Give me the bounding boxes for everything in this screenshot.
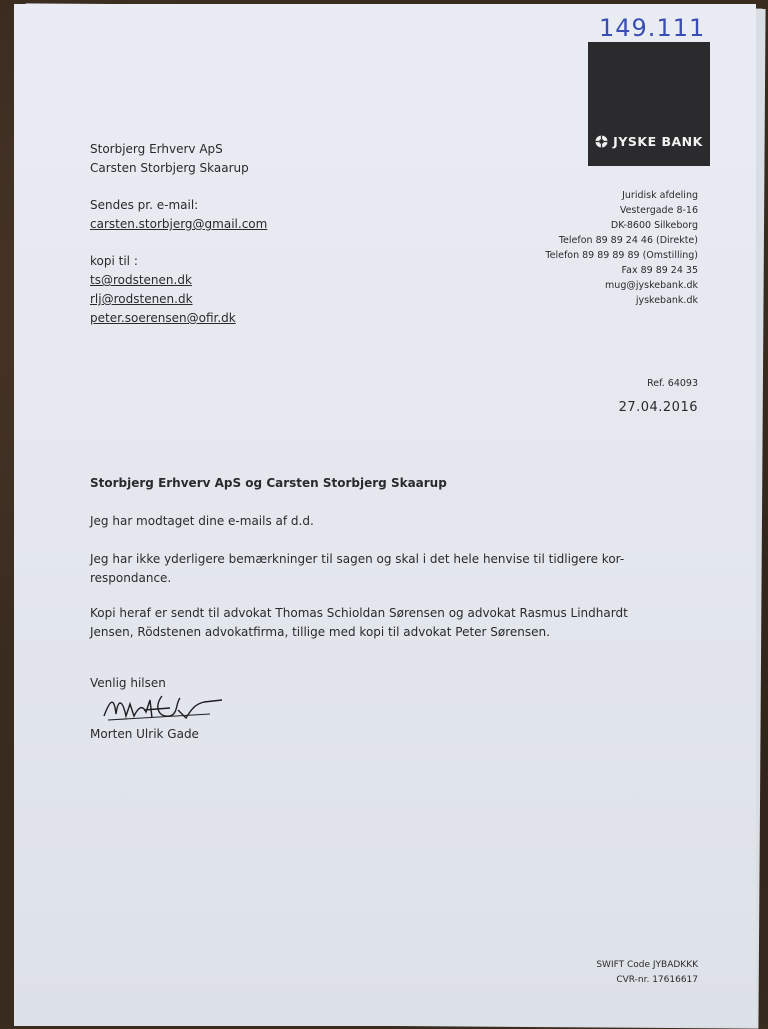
signer-name: Morten Ulrik Gade (90, 727, 199, 741)
swift-code: SWIFT Code JYBADKKK (596, 960, 698, 970)
contact-line: DK-8600 Silkeborg (610, 220, 698, 231)
sender-contact (478, 188, 698, 308)
bank-logo-icon (595, 135, 608, 151)
sent-by-label: Sendes pr. e-mail: (90, 198, 199, 212)
cc-email: rlj@rodstenen.dk (90, 292, 193, 306)
letter-date: 27.04.2016 (618, 400, 698, 415)
letter-subject: Storbjerg Erhverv ApS og Carsten Storbjerg Skaarup (90, 476, 447, 490)
recipient-person: Carsten Storbjerg Skaarup (90, 161, 249, 175)
recipient-email: carsten.storbjerg@gmail.com (90, 217, 268, 231)
contact-line: mug@jyskebank.dk (605, 280, 698, 291)
recipient-block (90, 140, 249, 178)
cc-label: kopi til : (90, 254, 138, 268)
contact-line: Telefon 89 89 24 46 (Direkte) (558, 235, 698, 246)
page-footer (596, 958, 698, 988)
delivery-block (90, 196, 267, 234)
body-paragraph: Kopi heraf er sendt til advokat Thomas Schioldan Sørensen og advokat Rasmus Lindhardt Jensen, Rödstenen advokatfirma, tillige med kopi til advokat Peter Sørensen. (90, 606, 628, 639)
bank-logo-text: JYSKE BANK (613, 134, 703, 149)
recipient-company: Storbjerg Erhverv ApS (90, 142, 223, 156)
contact-line: Fax 89 89 24 35 (621, 265, 698, 276)
cc-email: ts@rodstenen.dk (90, 273, 192, 287)
contact-line: Vestergade 8-16 (619, 205, 698, 216)
bank-logo (588, 42, 710, 166)
cc-email: peter.soerensen@ofir.dk (90, 311, 236, 325)
body-paragraph: Jeg har ikke yderligere bemærkninger til sagen og skal i det hele henvise til tidligere kor-respondance. (90, 552, 625, 585)
handwritten-annotation: 149.111 (599, 14, 706, 42)
contact-line: jyskebank.dk (635, 295, 698, 306)
reference-number: Ref. 64093 (647, 378, 698, 389)
cc-block (90, 252, 236, 328)
handwritten-signature (100, 690, 230, 732)
contact-line: Telefon 89 89 89 89 (Omstilling) (545, 250, 698, 261)
letter-page (14, 4, 756, 1026)
closing: Venlig hilsen (90, 676, 166, 690)
cvr-number: CVR-nr. 17616617 (616, 975, 698, 985)
body-paragraph: Jeg har modtaget dine e-mails af d.d. (90, 514, 314, 528)
contact-line: Juridisk afdeling (622, 190, 698, 201)
